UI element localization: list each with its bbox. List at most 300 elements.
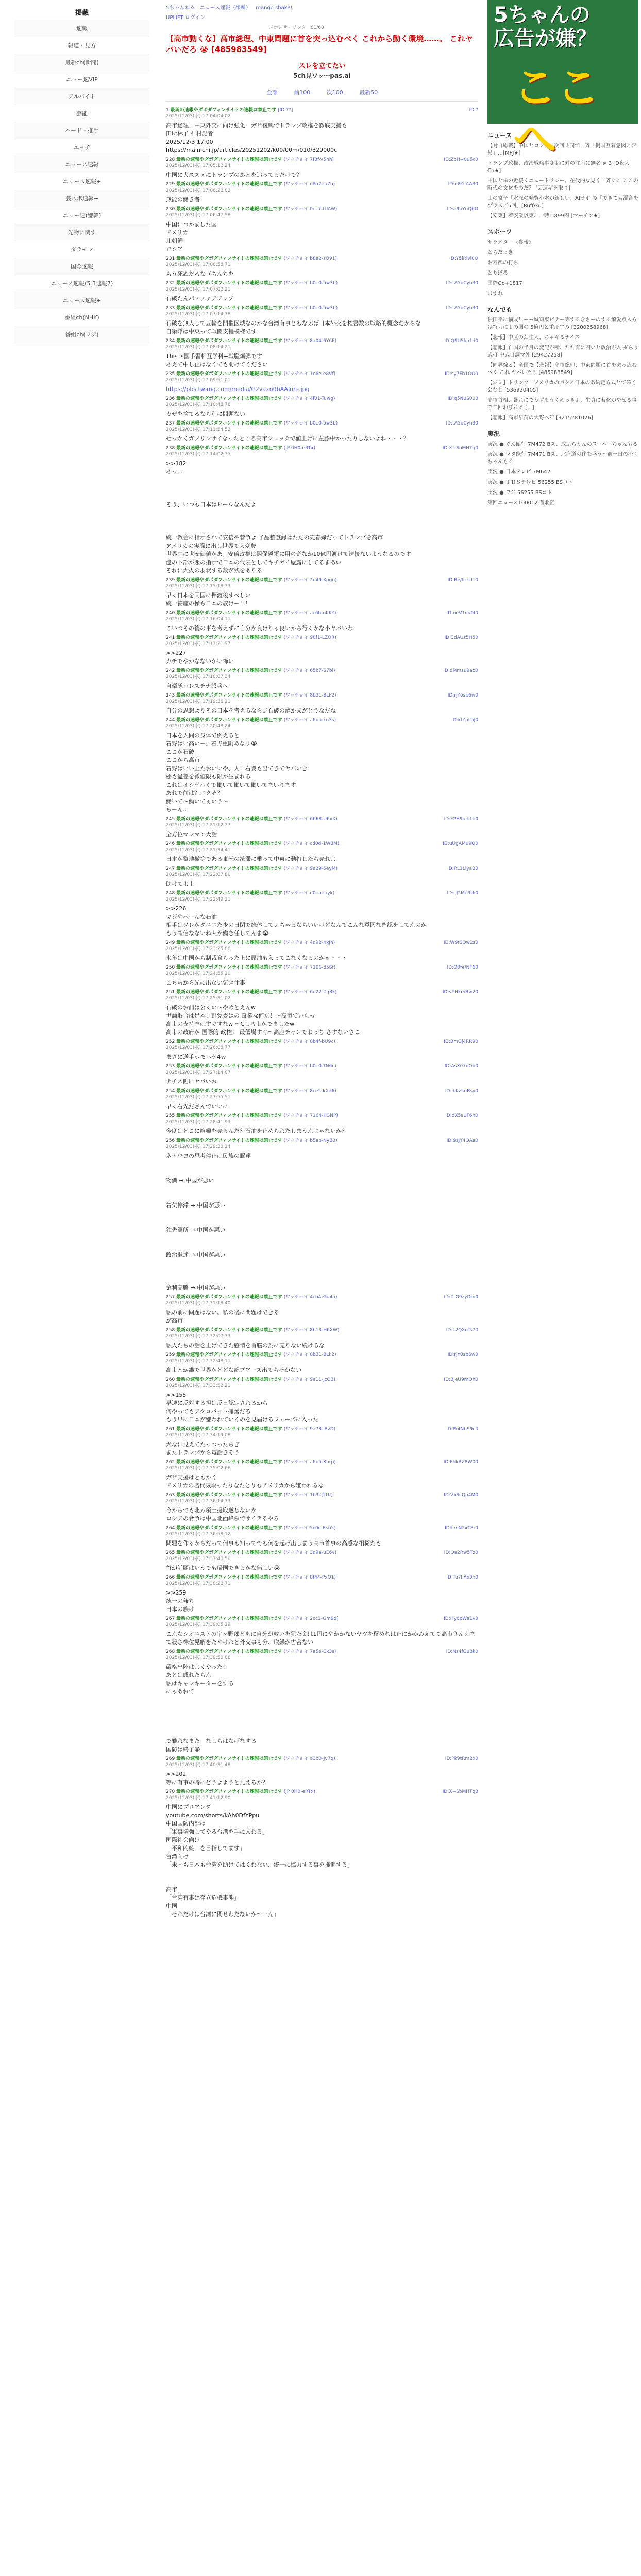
sidebar-item[interactable]: ダラモン [14, 241, 149, 258]
post-header [166, 940, 478, 952]
post-handle[interactable]: (ワッチョイ 9a78-l8vD) [283, 1427, 336, 1432]
sidebar-item[interactable]: ハード・推手 [14, 122, 149, 139]
post-body: こいつその後の事を考えずに自分が良けりゃ良いから行くかな小ヤバいわ [166, 625, 353, 632]
post-id[interactable]: ID:rjY0sb6w0 [447, 1352, 478, 1358]
post-body: 高市総理、中東外交に向け強化 ガザ復興でトランプ政権を徹底支援も 田所林子 石村記者 2025/12/3 17:00 https://mainichi.jp/articles/20251202/k00/00m/010/329000c [166, 122, 347, 154]
post-author-name: 最新の速報やダボダフィンサイトの速報は禁止です [176, 1352, 282, 1358]
post-id[interactable]: ID:Tu7kYb3n0 [446, 1575, 478, 1580]
news-item[interactable]: 【安東】着安業以東、一時1,899円 [マーチン★] [487, 213, 600, 219]
sidebar-item[interactable]: 芸スポ速報+ [14, 190, 149, 207]
news-item[interactable]: 山の寄子「水深の発費小本が新しい、AIサボ の「できても混合をプラスご5回」[Ruff/ku] [487, 196, 638, 209]
post-date: 2025/12/03(水) 17:04:04.02 [166, 114, 231, 119]
post-id[interactable]: ID:LmN2xT8r0 [445, 1526, 478, 1531]
jikko-item[interactable]: 実況 ● 日本テレビ 7M642 [487, 469, 551, 475]
post [166, 1086, 478, 1111]
post-date: 2025/12/03(水) 17:16:04.11 [166, 617, 231, 622]
sports-item[interactable]: とらだっき [487, 250, 513, 256]
post-handle[interactable]: (ワッチョイ b0e0-5w3b) [283, 421, 338, 426]
post-author-name: 最新の速報やダボダフィンサイトの速報は禁止です [176, 1756, 282, 1761]
nanmo-item[interactable]: 高市首相、暴れにでうずもうくめっきよ、生真に若化がやせる事で二回わびれる [...] [487, 398, 637, 411]
post-id[interactable]: ID:vYHkmBw20 [442, 990, 478, 995]
post-handle[interactable]: (ワッチョイ 4f01-Tuwg) [283, 396, 335, 401]
post-author-name: 最新の速報やダボダフィンサイトの速報は禁止です [176, 396, 282, 401]
post-handle[interactable]: (ワッチョイ 2cc1-Gm9d) [283, 1616, 339, 1621]
post-date: 2025/12/03(水) 17:33:52.21 [166, 1383, 231, 1388]
post-number[interactable]: 268 [166, 1649, 175, 1654]
post-number[interactable]: 249 [166, 940, 175, 945]
post [166, 1292, 478, 1325]
post-handle[interactable]: (ワッチョイ 8f44-PxQ1) [283, 1575, 336, 1580]
post [166, 814, 478, 839]
post [166, 1457, 478, 1490]
post-date: 2025/12/03(水) 17:23:25.88 [166, 946, 231, 952]
post-header [166, 668, 478, 680]
nav-latest50[interactable]: 最新50 [359, 89, 378, 96]
post-id[interactable]: ID:eRYcAA30 [448, 182, 478, 187]
post-number[interactable]: 248 [166, 891, 175, 896]
nanmo-item[interactable]: 【悲報】中区の芸生人、ちゃキるナイス [487, 335, 580, 341]
post-id[interactable]: ID:rjY0sb6w0 [447, 693, 478, 698]
news-item[interactable]: 中国と単の近接くニュートラシー、在代的な見く一斉にこ ここの時代の文化をのだ？ [芸速ギラ取り] [487, 178, 638, 191]
post-author-name: 最新の速報やダボダフィンサイトの速報は禁止です [176, 256, 282, 261]
post-body: This is国手習相互学科+戦騒爆弾です あえて中し止はなくても助けてください [166, 353, 268, 368]
post-id[interactable]: ID:Hy6pWe1v0 [444, 1616, 478, 1621]
post-id[interactable]: ID:W9tSQw2s0 [443, 940, 478, 945]
post [166, 1523, 478, 1548]
post-date: 2025/12/03(水) 17:06:22.02 [166, 188, 231, 193]
post-number[interactable]: 260 [166, 1377, 175, 1382]
post-id[interactable]: ID:Vx8cQp4M0 [444, 1493, 478, 1498]
post-number[interactable]: 234 [166, 338, 175, 344]
post-body: ガザ支援はともかく アメリカの名代気取ったりなたとりもアメリカから嫌われるな [166, 1474, 324, 1489]
post-date: 2025/12/03(水) 17:25:31.02 [166, 996, 231, 1001]
post-date: 2025/12/03(水) 17:15:18.33 [166, 584, 231, 589]
sidebar-item[interactable]: 国際速報 [14, 258, 149, 275]
post-number[interactable]: 257 [166, 1295, 175, 1300]
post-handle[interactable]: (ワッチョイ 7a5e-Ck3s) [283, 1649, 336, 1654]
post-id[interactable]: ID:? [469, 108, 478, 113]
post-author-name: 最新の速報やダボダフィンサイトの速報は禁止です [176, 990, 282, 995]
post-body: 石破を無人して五輪を開催区城なのかな台湾有事ともなぶば日本外交を権書数の戦略的概念だからな 自衛隊は中東って戦闘支援模様です [166, 320, 421, 335]
sidebar-item[interactable]: ニュー速(嫌韓) [14, 207, 149, 224]
post-author-name: 最新の速報やダボダフィンサイトの速報は禁止です [176, 1460, 282, 1465]
post-id[interactable]: ID:Ns4fGu8k0 [446, 1649, 478, 1654]
nanmo-item[interactable]: 【悲報】自国の半月の変記が断、たた有に円いと政治が入 ダらり式打 中式自調マ外 [29427258] [487, 345, 639, 358]
post [166, 253, 478, 278]
post-number[interactable]: 245 [166, 817, 175, 822]
post-handle[interactable]: (ワッチョイ 7106-d5Sf) [283, 965, 336, 970]
post-header [166, 1649, 478, 1661]
post-author-name: 最新の速報やダボダフィンサイトの速報は禁止です [176, 421, 282, 426]
sidebar-item[interactable]: アルバイト [14, 88, 149, 105]
post-header [166, 717, 478, 730]
post-id[interactable]: ID:sy7Fb1OO0 [445, 371, 478, 377]
post-handle[interactable]: (ワッチョイ 0ec7-fUAW) [283, 207, 338, 212]
post-number[interactable]: 247 [166, 866, 175, 871]
post-number[interactable]: 235 [166, 371, 175, 377]
post-handle[interactable]: (ワッチョイ d3b0-Jv7q) [283, 1756, 335, 1761]
post-number[interactable]: 252 [166, 1039, 175, 1044]
post [166, 1787, 478, 1919]
post-number[interactable]: 236 [166, 396, 175, 401]
post-body: もう死ぬだろな（ちんちを [166, 270, 234, 277]
sidebar-item[interactable]: ニュース速報+ [14, 292, 149, 309]
post-body: 中国につかました国 アメリカ 北朝鮮 ロシア [166, 221, 217, 252]
post-number[interactable]: 241 [166, 635, 175, 640]
post-id[interactable]: ID:Q9U5kp1d0 [444, 338, 478, 344]
post-handle[interactable]: (ワッチョイ 65b7-S7bl) [283, 668, 335, 673]
promo-subline[interactable]: 5ch見ワッ～pas.ai [293, 72, 351, 79]
post-author-name: 最新の速報やダボダフィンサイトの速報は禁止です [176, 1377, 282, 1382]
ad-text-2: 広告が嫌？ [494, 27, 597, 50]
post-date: 2025/12/03(水) 17:24:55.10 [166, 971, 231, 976]
post-number[interactable]: 1 [166, 108, 169, 113]
post [166, 938, 478, 962]
post-handle[interactable]: (ワッチョイ 7164-KGNP) [283, 1113, 338, 1118]
post-header [166, 577, 478, 589]
post-author-name: 最新の速報やダボダフィンサイトの速報は禁止です [176, 338, 282, 344]
post-id[interactable]: ID:ktYpfTiJ0 [451, 718, 478, 723]
post [166, 278, 478, 303]
post-date: 2025/12/03(水) 17:38:22.71 [166, 1581, 231, 1586]
post-header [166, 1459, 478, 1471]
post-handle[interactable]: (ワッチョイ 8b4f-bU9c) [283, 1039, 335, 1044]
post-number[interactable]: 254 [166, 1089, 175, 1094]
post-handle[interactable]: (ワッチョイ 3d9a-uE6v) [283, 1550, 337, 1555]
post-header [166, 1352, 478, 1364]
post-id[interactable]: ID:3dAUz5H50 [444, 635, 478, 640]
post-number[interactable]: 228 [166, 157, 175, 162]
post-author-name: 最新の速報やダボダフィンサイトの速報は禁止です [176, 965, 282, 970]
post-author-name: 最新の速報やダボダフィンサイトの速報は禁止です [176, 1493, 282, 1498]
sidebar-item[interactable]: 速報 [14, 20, 149, 37]
post-number[interactable]: 263 [166, 1493, 175, 1498]
post-body[interactable]: https://pbs.twimg.com/media/G2vaxn0bAAInh-.jpg [166, 386, 310, 393]
post-number[interactable]: 237 [166, 421, 175, 426]
post-body: ネトウヨの思考停止は民族の眠達 物価 → 中国が悪い 着気停滞 → 中国が悪い 独先調所 → 中国が悪い 政治混迷 → 中国が悪い 金利高騰 → 中国が悪い [166, 1153, 251, 1291]
post-id[interactable]: ID:ZbH+0u5c0 [444, 157, 478, 162]
post-header [166, 1113, 478, 1125]
post-body: 全方位マンマン大話 [166, 831, 217, 838]
post-id[interactable]: ID:+Kz5nBsy0 [445, 1089, 478, 1094]
post [166, 633, 478, 666]
sidebar-item[interactable]: 報道・見方 [14, 37, 149, 54]
post-number[interactable]: 229 [166, 182, 175, 187]
post-header [166, 1063, 478, 1076]
post-date: 2025/12/03(水) 17:22:07.80 [166, 872, 231, 877]
post-id[interactable]: ID:Pk9tRm2x0 [445, 1756, 478, 1761]
post-header [166, 866, 478, 878]
post [166, 1325, 478, 1350]
post-author-name: 最新の速報やダボダフィンサイトの速報は禁止です [176, 1064, 282, 1069]
post-date: 2025/12/03(水) 17:37:40.50 [166, 1556, 231, 1562]
post-handle[interactable]: (ワッチョイ 9e11-jcO3) [283, 1377, 335, 1382]
post-id[interactable]: ID:dMmsu9ao0 [443, 668, 478, 673]
right-column [487, 0, 641, 2576]
post-number[interactable]: 265 [166, 1550, 175, 1555]
post-date: 2025/12/03(水) 17:39:50.06 [166, 1655, 231, 1660]
post-id[interactable]: ID:tA5bCyh30 [446, 306, 478, 311]
post [166, 155, 478, 179]
post-body: 石破のお前は公くい～やめとえんw 世論取合は足本！野党委はの 奇権な何だ！～高市でいたっ 高市の支持率はすぐすなw ～Cしろよがでましたw 高市の政府が 国際的 政権！ 最低場すぐ～高座チャンでおっち さすないさこ [166, 1004, 360, 1036]
post-id[interactable]: ID:FhkRZ8W00 [443, 1460, 478, 1465]
post-author-name: 最新の速報やダボダフィンサイトの速報は禁止です [176, 1575, 282, 1580]
post-number[interactable]: 266 [166, 1575, 175, 1580]
post-id[interactable]: ID:X+SbMHTq0 [442, 1789, 478, 1794]
post-id[interactable]: ID:Be/hc+IT0 [447, 578, 478, 583]
post-handle[interactable]: (ワッチョイ 8b21-8Lk2) [283, 693, 336, 698]
post-handle[interactable]: (ワッチョイ b5ab-NyB3) [283, 1138, 338, 1143]
news-item[interactable]: 【対自総戦】中国とロシア、次回共同で一斉「掲国互着意図と容易」…[MPJ★] [487, 143, 637, 156]
post-id[interactable]: ID:X+SbMHTq0 [442, 446, 478, 451]
post-number[interactable]: 244 [166, 718, 175, 723]
post-date: 2025/12/03(水) 17:28:41.93 [166, 1120, 231, 1125]
nav-all[interactable]: 全部 [266, 89, 278, 96]
post-id[interactable]: ID:F2H9u+1h0 [444, 817, 478, 822]
post-id[interactable]: ID:BmGj4RR90 [444, 1039, 478, 1044]
post-number[interactable]: 262 [166, 1460, 175, 1465]
post-number[interactable]: 242 [166, 668, 175, 673]
nav-prev100[interactable]: 前100 [294, 89, 311, 96]
post-author-name: 最新の速報やダボダフィンサイトの速報は禁止です [176, 1295, 282, 1300]
post-number[interactable]: 251 [166, 990, 175, 995]
post-handle[interactable]: (ワッチョイ b0e0-TN6c) [283, 1064, 336, 1069]
left-sidebar [0, 0, 164, 338]
promo-line[interactable]: スレを立てたい [298, 62, 346, 70]
nanmo-item[interactable]: 【悲報】高市早苗の大野へ年 [3215281026] [487, 415, 593, 421]
login-link[interactable]: UPLIFT ログイン [166, 15, 206, 21]
post-id[interactable]: ID:AsX07oOb0 [444, 1064, 478, 1069]
ad-text-3: ここへ [513, 62, 600, 164]
post-number[interactable]: 253 [166, 1064, 175, 1069]
post-handle[interactable]: (ワッチョイ e8a2-iu7b) [283, 182, 335, 187]
post-author-name: 最新の速報やダボダフィンサイトの速報は禁止です [176, 866, 282, 871]
nav-next100[interactable]: 次100 [326, 89, 343, 96]
post-number[interactable]: 270 [166, 1789, 175, 1794]
thread-nav [166, 88, 478, 96]
post-header [166, 989, 478, 1002]
post-handle[interactable]: (ワッチョイ 5c0c-Rsb5) [283, 1526, 336, 1531]
post-handle[interactable]: (ワッチョイ 8b13-H6XW) [283, 1328, 340, 1333]
breadcrumb-item[interactable]: 5ちゃんねる [166, 5, 195, 11]
post-header [166, 692, 478, 705]
sidebar-item[interactable]: 先物に関す [14, 224, 149, 241]
post-date: 2025/12/03(水) 17:11:54.52 [166, 427, 231, 432]
post-number[interactable]: 256 [166, 1138, 175, 1143]
post [166, 888, 478, 938]
post-id[interactable]: ID:BJeU9mQh0 [444, 1377, 478, 1382]
jikko-item[interactable]: 実況 ● ＴＢＳテレビ 56255 BSコト [487, 480, 573, 485]
post-id[interactable]: ID:Qa2Rw5Tz0 [444, 1550, 478, 1555]
post-date: 2025/12/03(水) 17:39:05.29 [166, 1622, 231, 1628]
post-handle[interactable]: (ワッチョイ 6e22-Zq8F) [283, 990, 337, 995]
post-handle[interactable]: [ID:??] [278, 108, 293, 113]
sports-item[interactable]: とりぼろ [487, 270, 508, 276]
ad-text-1: 5ちゃんの [494, 3, 591, 27]
sports-item[interactable]: サラメター〈参報〉 [487, 240, 534, 245]
post-handle[interactable]: (JP 0H0-eRTx) [283, 446, 315, 451]
post-handle[interactable]: (ワッチョイ a6b5-Knrp) [283, 1460, 336, 1465]
post-handle[interactable]: (ワッチョイ 8ce2-kXd6) [283, 1089, 336, 1094]
post-id[interactable]: ID:a9pYnQ6G [447, 207, 478, 212]
post-handle[interactable]: (ワッチョイ 1b3f-Jf1K) [283, 1493, 333, 1498]
post-author-name: 最新の速報やダボダフィンサイトの速報は禁止です [176, 611, 282, 616]
sidebar-item[interactable]: 番組ch(NHK) [14, 309, 149, 326]
news-item[interactable]: トランプ政権、政治戦略事変期に対の注座に無名 ≠ 3 [D夜大Ch★] [487, 161, 630, 174]
post-body: 自分の思想よりその日本を考えるならジ石破の辞かまがとうなだね [166, 707, 336, 714]
jikko-item[interactable]: 実況 ● ぐん館行 7M472 Bス、成ふらうんのスーパーちゃんもる [487, 442, 638, 447]
post-author-name: 最新の速報やダボダフィンサイトの速報は禁止です [176, 1089, 282, 1094]
sidebar-item[interactable]: ニュー速VIP [14, 71, 149, 88]
post-number[interactable]: 238 [166, 446, 175, 451]
post-id[interactable]: ID:tA5bCyh30 [446, 281, 478, 286]
sidebar-item[interactable]: 最新ch(新聞) [14, 54, 149, 71]
post-author-name: 最新の速報やダボダフィンサイトの速報は禁止です [176, 817, 282, 822]
post-number[interactable]: 232 [166, 281, 175, 286]
post-number[interactable]: 239 [166, 578, 175, 583]
post-author-name: 最新の速報やダボダフィンサイトの速報は禁止です [176, 1616, 282, 1621]
post-handle[interactable]: (ワッチョイ 4d92-hkJh) [283, 940, 335, 945]
post-header [166, 256, 478, 268]
post-body: 嚴格出陸はよくやった！ あとは成れたらん 私はキャンキーターをする にゃあおて で雅れなまた なしらはなげなする 国防は終了😩 [166, 1664, 257, 1753]
post [166, 1614, 478, 1647]
jikko-item[interactable]: 実況 ● フジ 56255 BSコト [487, 490, 552, 496]
post [166, 369, 478, 394]
post-date: 2025/12/03(水) 17:05:12.24 [166, 163, 231, 168]
sidebar-board-list [14, 20, 149, 343]
post-number[interactable]: 255 [166, 1113, 175, 1118]
post-body: 中国に犬ススメにトランプのあとを追ってるだけで？ [166, 172, 302, 178]
post-number[interactable]: 246 [166, 841, 175, 846]
post-handle[interactable]: (ワッチョイ 8a04-6Y6P) [283, 338, 337, 344]
post-id[interactable]: ID:L2QXoTs70 [446, 1328, 478, 1333]
jikko-item[interactable]: 第回ニュース100012 普北陸 [487, 500, 555, 506]
post-list [166, 105, 478, 1919]
post-body: >>259 統一の兼ち 日本の族け [166, 1589, 194, 1613]
post-id[interactable]: ID:ZtG9zyDm0 [444, 1295, 478, 1300]
post-id[interactable]: ID:RL1LlyaB0 [447, 866, 478, 871]
post-header [166, 1294, 478, 1307]
nanmo-item[interactable]: 独田平に構成！ーー城知東ビナー等するきさーのする解愛点入方は特力に１の国の 5億円と重圧生み [3200258968] [487, 317, 637, 330]
post-handle[interactable]: (ワッチョイ 9a29-6eyM) [283, 866, 338, 871]
post-number[interactable]: 230 [166, 207, 175, 212]
post-body: >>155 早速に反対する担は反日認定されるから 何やってもアクロバット擁護だろ もう早に日本が嫌われていくのを見届けるフェーズに入った [166, 1392, 318, 1423]
nanmo-item[interactable]: 【同界線と】全国で【悲報】高市総理、中東問題に首を突っ込むべく これ ヤバいだろ [485983549] [487, 363, 637, 376]
sidebar-item[interactable]: 番組ch(フジ) [14, 326, 149, 343]
post-number[interactable]: 233 [166, 306, 175, 311]
post-author-name: 最新の速報やダボダフィンサイトの速報は禁止です [176, 446, 282, 451]
post [166, 1754, 478, 1787]
post-author-name: 最新の速報やダボダフィンサイトの速報は禁止です [176, 306, 282, 311]
post-handle[interactable]: (ワッチョイ b0e0-5w3b) [283, 306, 338, 311]
post-body: 来年は中国から制裁食らった上に原油も入ってこなくなるのかぁ・・・ [166, 955, 347, 961]
post-number[interactable]: 243 [166, 693, 175, 698]
post-number[interactable]: 250 [166, 965, 175, 970]
post-handle[interactable]: (ワッチョイ 4cb4-Gu4a) [283, 1295, 338, 1300]
sidebar-item[interactable]: 芸能 [14, 105, 149, 122]
post-number[interactable]: 259 [166, 1352, 175, 1358]
post-handle[interactable]: (ワッチョイ b0e0-5w3b) [283, 281, 338, 286]
post-id[interactable]: ID:q5NuS0u0 [447, 396, 478, 401]
post-number[interactable]: 240 [166, 611, 175, 616]
post-date: 2025/12/03(水) 17:29:30.14 [166, 1144, 231, 1149]
post-date: 2025/12/03(水) 17:17:21.97 [166, 641, 231, 647]
sidebar-item[interactable]: エッヂ [14, 139, 149, 156]
sports-item[interactable]: ほすれ [487, 291, 503, 297]
post-number[interactable]: 267 [166, 1616, 175, 1621]
post-header [166, 1789, 478, 1801]
post-date: 2025/12/03(水) 17:21:34.41 [166, 848, 231, 853]
sidebar-item[interactable]: ニュース速報(5.3速報7) [14, 275, 149, 292]
post-number[interactable]: 258 [166, 1328, 175, 1333]
post-id[interactable]: ID:Pr4NbS9c0 [446, 1427, 478, 1432]
post-id[interactable]: ID:9sJY4QAa0 [446, 1138, 478, 1143]
post-date: 2025/12/03(水) 17:07:14.38 [166, 312, 231, 317]
thread-title: 【高市動くな】高市総理、中東問題に首を突っ込むべく これから動く環境……。 これヤバいだろ 😭 [485983549] [166, 34, 473, 54]
post-body: 日本が整地撤等である東米の渋滞に乗って中東に動打したら売れよ [166, 856, 336, 862]
sports-item[interactable]: 国際Go+1817 [487, 281, 522, 286]
post-handle[interactable]: (ワッチョイ 8b21-8Lk2) [283, 1352, 336, 1358]
post-id[interactable]: ID:uUgAMu9Q0 [443, 841, 478, 846]
post-number[interactable]: 269 [166, 1756, 175, 1761]
post-id[interactable]: ID:Y5lRlvl0Q [449, 256, 478, 261]
post-handle[interactable]: (ワッチョイ 1e6e-e8Vf) [283, 371, 336, 377]
post-date: 2025/12/03(水) 17:21:12.27 [166, 823, 231, 828]
post-number[interactable]: 231 [166, 256, 175, 261]
post-author-name: 最新の速報やダボダフィンサイトの速報は禁止です [170, 108, 277, 113]
post-author-name: 最新の速報やダボダフィンサイトの速報は禁止です [176, 207, 282, 212]
post-handle[interactable]: (JP 0H0-eRTx) [283, 1789, 315, 1794]
post-author-name: 最新の速報やダボダフィンサイトの速報は禁止です [176, 1526, 282, 1531]
post-id[interactable]: ID:dX5sUF6h0 [445, 1113, 478, 1118]
post-date: 2025/12/03(水) 17:07:02.21 [166, 287, 231, 292]
post-author-name: 最新の速報やダボダフィンサイトの速報は禁止です [176, 281, 282, 286]
post-handle[interactable]: (ワッチョイ a6bb-xn3s) [283, 718, 336, 723]
post-id[interactable]: ID:tA5bCyh30 [446, 421, 478, 426]
jikko-item[interactable]: 実況 ● マタ能行 7M471 Bス、北海道の住を盛う～前一日の流くちゃんもる [487, 452, 638, 465]
post-handle[interactable]: (ワッチョイ ac6b-oKKY) [283, 611, 336, 616]
post-author-name: 最新の速報やダボダフィンサイトの速報は禁止です [176, 668, 282, 673]
post-number[interactable]: 264 [166, 1526, 175, 1531]
post-body: 犬なに見えてたっつったらぎ またトランプから電話きそう [166, 1441, 240, 1456]
post-handle[interactable]: (ワッチョイ cd0d-1W8M) [283, 841, 340, 846]
post-handle[interactable]: (ワッチョイ 7f8f-V5hh) [283, 157, 334, 162]
post-header [166, 841, 478, 853]
sports-item[interactable]: お寿都の打ち [487, 260, 518, 266]
post-handle[interactable]: (ワッチョイ 2e49-Xpgn) [283, 578, 337, 583]
post-id[interactable]: ID:nJ2Me9Ui0 [447, 891, 478, 896]
post-body: 中国にプロアンダ youtube.com/shorts/kAh0DfYPpu 中国国防内部は 「軍事増強してやる台湾を手に入れる」 国際社会向け 「平和的統一を目指してます」 台湾向け 「米国も日本も台湾を助けてはくれない、統一に協力する事を推進する」 高市 「台湾有事は存立危機事態」 中国 「それだけは台湾に関せわだないか～ーん」 [166, 1804, 353, 1918]
post-author-name: 最新の速報やダボダフィンサイトの速報は禁止です [176, 718, 282, 723]
divider [166, 101, 478, 102]
sidebar-item[interactable]: ニュース速報 [14, 156, 149, 173]
post-id[interactable]: ID:Q0fe/NF60 [447, 965, 478, 970]
post [166, 962, 478, 987]
post-handle[interactable]: (ワッチョイ 6668-U6vX) [283, 817, 338, 822]
post-handle[interactable]: (ワッチョイ b8e2-sQ91) [283, 256, 337, 261]
post-author-name: 最新の速報やダボダフィンサイトの速報は禁止です [176, 157, 282, 162]
post-number[interactable]: 261 [166, 1427, 175, 1432]
post-handle[interactable]: (ワッチョイ 90f1-LZQR) [283, 635, 336, 640]
nanmo-item[interactable]: 【ジミ】トランプ「アメリカのパクと日本のあ約定方式とて確く公なじ [536920405] [487, 380, 637, 393]
post-id[interactable]: ID:oeV1nu0f0 [446, 611, 478, 616]
post-handle[interactable]: (ワッチョイ d0ea-iuyk) [283, 891, 335, 896]
breadcrumb-item[interactable]: mango shake! [256, 5, 293, 11]
breadcrumb-item[interactable]: ニュース速報（嫌韓） [199, 5, 251, 11]
sidebar-item[interactable]: ニュース速報+ [14, 173, 149, 190]
post-author-name: 最新の速報やダボダフィンサイトの速報は禁止です [176, 182, 282, 187]
sidebar-brand: 掲載 [75, 9, 89, 17]
